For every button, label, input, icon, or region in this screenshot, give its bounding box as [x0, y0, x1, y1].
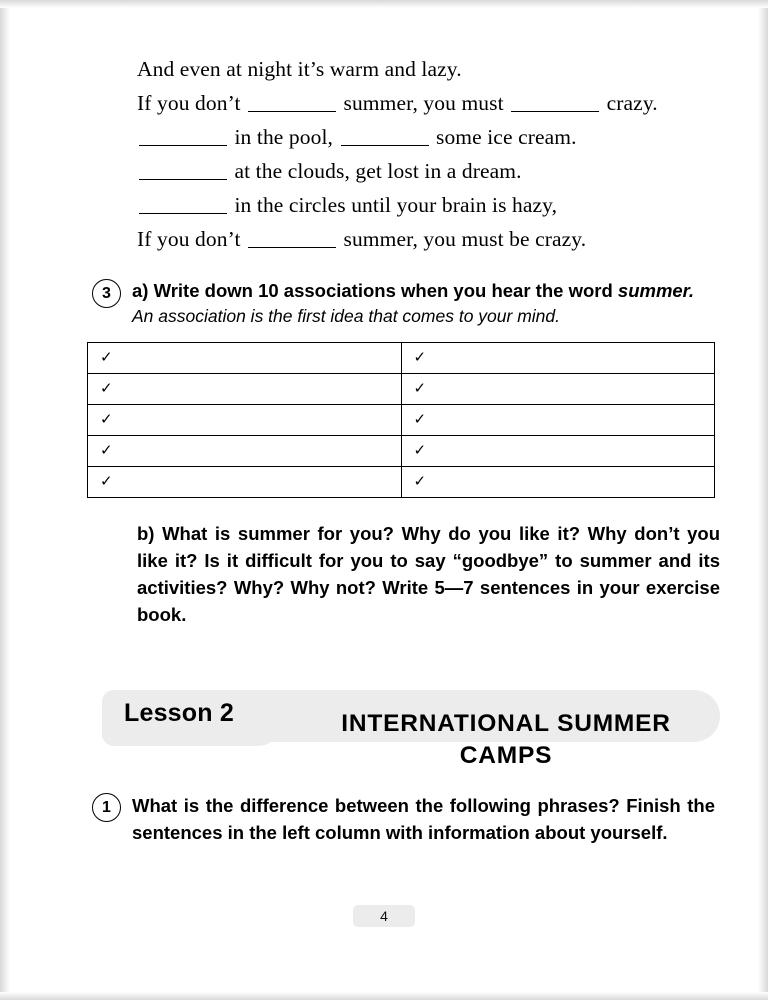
check-icon: ✓: [413, 472, 427, 490]
exercise-1-number: 1: [92, 793, 121, 822]
page-edge-shadow-right: [758, 0, 768, 1000]
poem-text: in the pool,: [229, 125, 339, 149]
check-icon: ✓: [413, 410, 427, 428]
exercise-3-prompt-a-keyword: summer.: [617, 280, 695, 301]
association-cell[interactable]: [88, 343, 402, 374]
exercise-3-number: 3: [92, 279, 121, 308]
fill-in-blank[interactable]: [139, 179, 227, 180]
association-cell[interactable]: [401, 374, 715, 405]
poem-text: summer, you must: [338, 91, 510, 115]
poem-line: [137, 154, 720, 188]
check-icon: ✓: [413, 379, 427, 397]
association-cell[interactable]: [401, 436, 715, 467]
fill-in-blank[interactable]: [139, 213, 227, 214]
exercise-3-body: [100, 278, 720, 498]
table-row: [88, 374, 715, 405]
exercise-3-prompt-b: b) What is summer for you? Why do you like it? Why don’t you like it? Is it difficult for you to say “goodbye” to summer and its activities? Why? Why not? Write 5—7 sentences in your exercise book.: [137, 523, 720, 625]
page-edge-shadow-top: [0, 0, 768, 8]
check-icon: ✓: [100, 410, 113, 428]
exercise-3-prompt-a-main: a) Write down 10 associations when you hear the word: [132, 280, 618, 301]
poem-line: [137, 86, 720, 120]
exercise-3-prompt-a: [132, 278, 720, 303]
check-icon: ✓: [413, 441, 427, 459]
exercise-1-body: [132, 792, 720, 846]
exercise-1-text: What is the difference between the following phrases? Finish the sentences in the left column with information about yourself.: [132, 795, 715, 843]
association-cell[interactable]: [88, 374, 402, 405]
page-edge-shadow-left: [0, 0, 10, 1000]
check-icon: ✓: [413, 348, 427, 366]
association-cell[interactable]: [401, 343, 715, 374]
fill-in-blank[interactable]: [511, 111, 599, 112]
poem-line: [137, 188, 720, 222]
table-row: [88, 467, 715, 498]
poem-text: summer, you must be crazy.: [338, 227, 587, 251]
association-cell[interactable]: [401, 467, 715, 498]
poem-text: in the circles until your brain is hazy,: [229, 193, 558, 217]
poem-line: [137, 120, 720, 154]
exercise-1: [92, 792, 720, 846]
fill-in-blank[interactable]: [139, 145, 227, 146]
poem-block: [137, 52, 720, 256]
poem-text: at the clouds, get lost in a dream.: [229, 159, 522, 183]
poem-text: If you don’t: [137, 91, 246, 115]
poem-text: And even at night it’s warm and lazy.: [137, 57, 462, 81]
fill-in-blank[interactable]: [248, 247, 336, 248]
check-icon: ✓: [100, 348, 113, 366]
poem-line: [137, 52, 720, 86]
lesson-title: INTERNATIONAL SUMMER CAMPS: [341, 710, 671, 769]
check-icon: ✓: [100, 472, 113, 490]
poem-text: crazy.: [601, 91, 658, 115]
association-cell[interactable]: [88, 405, 402, 436]
association-cell[interactable]: [88, 436, 402, 467]
association-cell[interactable]: [88, 467, 402, 498]
check-icon: ✓: [100, 379, 113, 397]
page-edge-shadow-bottom: [0, 992, 768, 1000]
associations-table: [87, 342, 715, 498]
page-number: 4: [353, 905, 415, 927]
exercise-3-prompt-a-sub: An association is the first idea that comes to your mind.: [132, 306, 560, 326]
page-content: [92, 40, 720, 846]
poem-text: If you don’t: [137, 227, 246, 251]
poem-line: [137, 222, 720, 256]
table-row: [88, 436, 715, 467]
association-cell[interactable]: [401, 405, 715, 436]
table-row: [88, 343, 715, 374]
fill-in-blank[interactable]: [248, 111, 336, 112]
lesson-header: [102, 690, 720, 769]
table-row: [88, 405, 715, 436]
fill-in-blank[interactable]: [341, 145, 429, 146]
poem-text: some ice cream.: [430, 125, 577, 149]
lesson-label: Lesson 2: [124, 699, 234, 727]
exercise-3: [92, 278, 720, 498]
check-icon: ✓: [100, 441, 113, 459]
